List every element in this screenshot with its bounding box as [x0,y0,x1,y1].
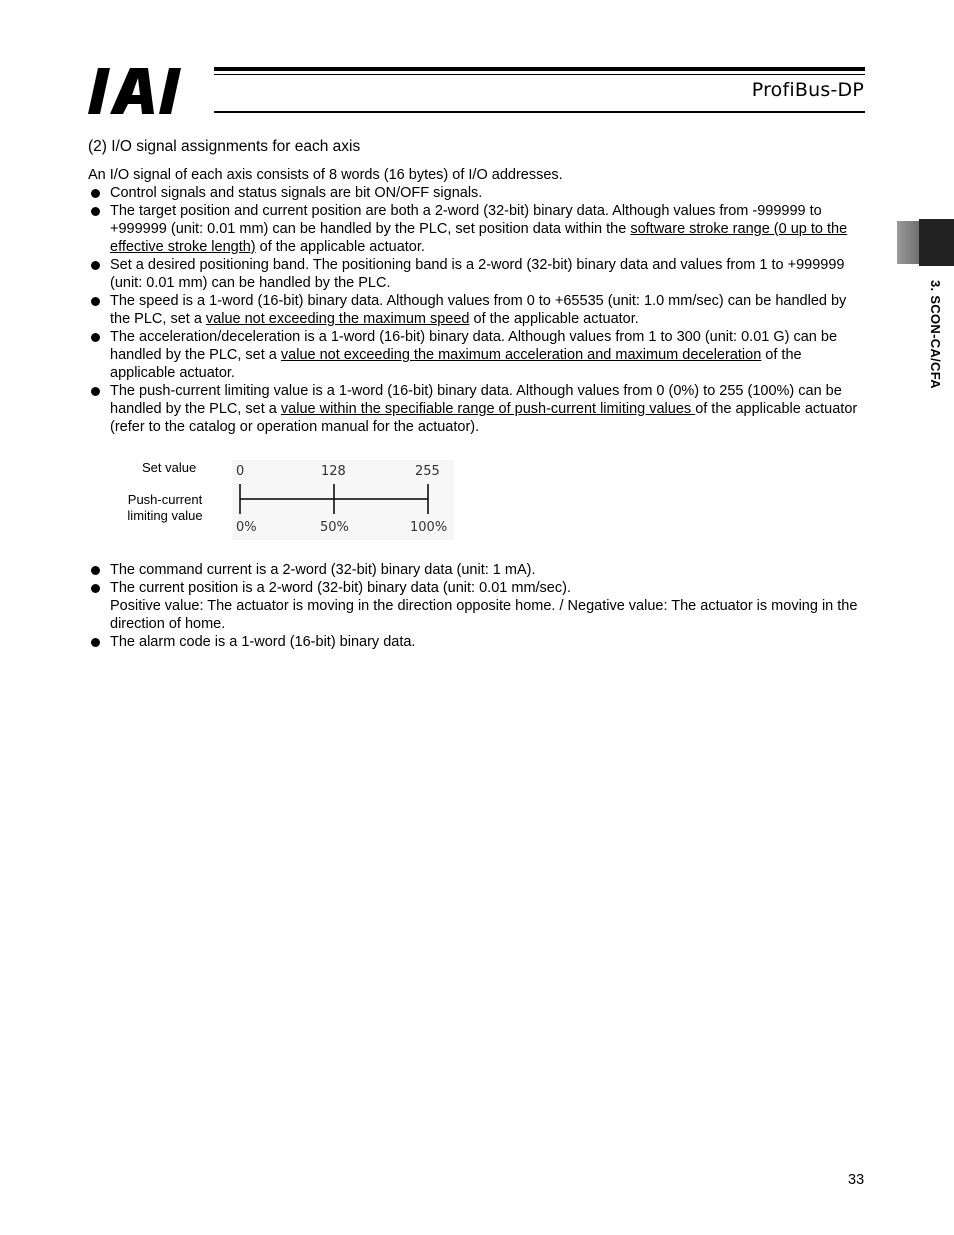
side-tab-marker-black [919,219,954,266]
bullet-item [88,184,870,202]
set-value-128: 128 [321,464,346,479]
set-value-0: 0 [236,464,245,479]
percent-50: 50% [320,520,349,535]
bullet-text: The acceleration/deceleration is a 1-word (16-bit) binary data. Although values from 1 to 300 (unit: 0.01 G) can be handled by the PLC, set a [110,329,838,363]
underlined-text: value not exceeding the maximum speed [205,311,470,327]
bullet-item [88,292,870,328]
bullet-text: of the applicable actuator. [110,347,802,381]
bullet-item [88,633,870,651]
product-name: ProfiBus-DP [751,79,864,101]
bullet-text: The alarm code is a 1-word (16-bit) binary data. [110,634,416,650]
bullet-item [88,579,870,597]
bullet-text: of the applicable actuator. [469,311,639,327]
bullet-list [88,561,870,651]
page-number: 33 [848,1172,865,1188]
side-tab-label: 3. SCON-CA/CFA [928,280,943,389]
bullet-text: of the applicable actuator. [255,239,425,255]
push-current-diagram [88,455,468,545]
bullet-item [88,202,870,256]
bullet-item [88,561,870,579]
bullet-list-2 [88,561,870,651]
bullet-text: Set a desired positioning band. The positioning band is a 2-word (32-bit) binary data and values from 1 to +999999 (unit: 0.01 mm) can be handled by the PLC. [110,257,845,291]
side-tab-marker-grey [897,221,919,264]
scale-graphic [232,460,462,540]
bullet-item [88,256,870,292]
bullet-text: The push-current limiting value is a 1-word (16-bit) binary data. Although values from 0 (0%) to 255 (100%) can be handled by the PLC, set a [110,383,842,417]
section-body [88,166,870,436]
bullet-text: of the applicable actuator (refer to the catalog or operation manual for the actuator). [110,401,858,435]
header-rule-bottom [214,111,865,113]
bullet-text: Control signals and status signals are bit ON/OFF signals. [110,185,483,201]
header-rule-thick [214,67,865,71]
bullet-text: The speed is a 1-word (16-bit) binary data. Although values from 0 to +65535 (unit: 1.0 mm/sec) can be handled by the PLC, set a [110,293,847,327]
underlined-text: software stroke range (0 up to the effective stroke length) [110,221,848,255]
intro-paragraph: An I/O signal of each axis consists of 8 words (16 bytes) of I/O addresses. [88,167,563,183]
percent-100: 100% [410,520,448,535]
bullet-text: The target position and current position are both a 2-word (32-bit) binary data. Although values from -999999 to +999999 (unit: 0.01 mm) can be handled by the PLC, set position data within the [110,203,822,237]
iai-logo [86,66,211,116]
underlined-text: value not exceeding the maximum acceleration and maximum deceleration [280,347,762,363]
bullet-item [88,328,870,382]
bullet-text: The current position is a 2-word (32-bit) binary data (unit: 0.01 mm/sec). [110,580,571,596]
percent-0: 0% [236,520,257,535]
header-rule-thin [214,74,865,75]
bullet-text: The command current is a 2-word (32-bit) binary data (unit: 1 mA). [110,562,536,578]
set-value-label: Set value [142,460,197,475]
section-heading: (2) I/O signal assignments for each axis [88,138,361,155]
push-current-label: Push-current limiting value [127,492,203,523]
bullet-note: Positive value: The actuator is moving in the direction opposite home. / Negative value: The actuator is moving in the direction of home. [110,598,858,632]
underlined-text: value within the specifiable range of push-current limiting values [280,401,696,417]
set-value-255: 255 [415,464,440,479]
bullet-item [88,382,870,436]
bullet-list [88,184,870,436]
